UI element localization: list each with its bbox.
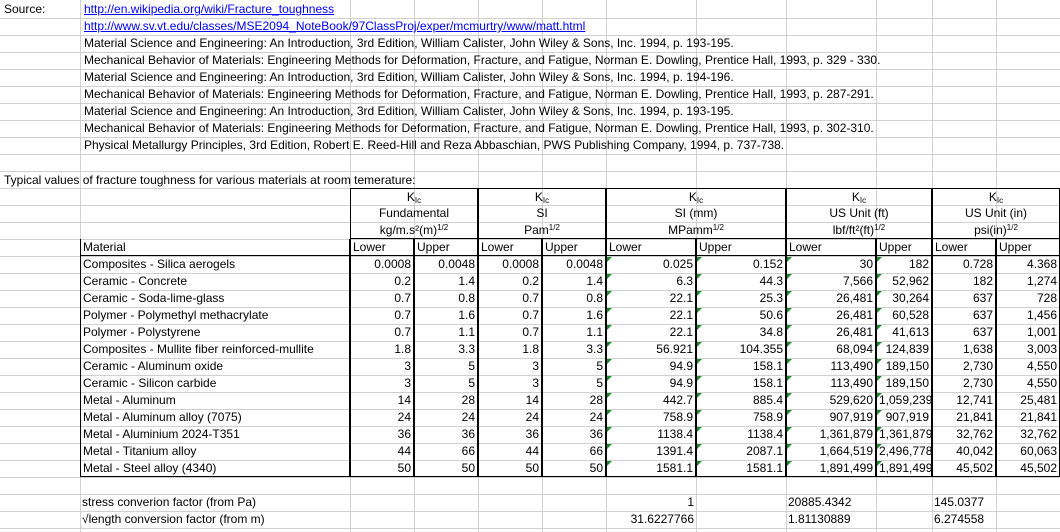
value-cell[interactable]: 1.8 bbox=[478, 341, 542, 358]
value-cell[interactable]: 637 bbox=[932, 307, 996, 324]
formula-indicator-icon bbox=[787, 257, 792, 262]
value-cell[interactable]: 60,063 bbox=[996, 443, 1060, 460]
value-cell[interactable]: 26,481 bbox=[786, 324, 876, 341]
value-cell[interactable]: 1581.1 bbox=[606, 460, 696, 477]
formula-indicator-icon bbox=[697, 410, 702, 415]
value-cell[interactable]: 442.7 bbox=[606, 392, 696, 409]
value-cell[interactable]: 885.4 bbox=[696, 392, 786, 409]
value-cell[interactable]: 2,496,778 bbox=[876, 443, 932, 460]
formula-indicator-icon bbox=[697, 308, 702, 313]
source-label[interactable]: Source: bbox=[4, 2, 46, 16]
value-cell[interactable]: 0.7 bbox=[350, 324, 414, 341]
value-cell[interactable]: 907,919 bbox=[876, 409, 932, 426]
value-cell[interactable]: 189,150 bbox=[876, 358, 932, 375]
value-cell[interactable]: 104.355 bbox=[696, 341, 786, 358]
value-cell[interactable]: 94.9 bbox=[606, 358, 696, 375]
source-reference[interactable]: Material Science and Engineering: An Introduction, 3rd Edition, William Calister, John Wiley & Sons, Inc. 1994, p. 193-195. bbox=[84, 36, 734, 50]
formula-indicator-icon bbox=[877, 393, 882, 398]
value-cell[interactable]: 0.152 bbox=[696, 256, 786, 273]
value-cell[interactable]: 14 bbox=[350, 392, 414, 409]
conversion-us-ft[interactable]: 1.81130889 bbox=[788, 512, 851, 526]
unit-text: lbf/ft²(ft) bbox=[832, 223, 875, 237]
formula-indicator-icon bbox=[697, 325, 702, 330]
value-cell[interactable]: 0.728 bbox=[932, 256, 996, 273]
formula-indicator-icon bbox=[697, 274, 702, 279]
value-cell[interactable]: 1,664,519 bbox=[786, 443, 876, 460]
value-cell[interactable]: 22.1 bbox=[606, 324, 696, 341]
kic-header[interactable] bbox=[350, 188, 478, 205]
value-cell[interactable]: 24 bbox=[478, 409, 542, 426]
unit-text: Pam bbox=[524, 223, 549, 237]
formula-indicator-icon bbox=[697, 444, 702, 449]
value-cell[interactable]: 24 bbox=[350, 409, 414, 426]
material-cell[interactable]: Metal - Aluminum alloy (7075) bbox=[80, 409, 350, 426]
value-cell[interactable]: 0.7 bbox=[478, 290, 542, 307]
formula-indicator-icon bbox=[787, 342, 792, 347]
formula-indicator-icon bbox=[877, 427, 882, 432]
source-reference[interactable]: Physical Metallurgy Principles, 3rd Edition, Robert E. Reed-Hill and Reza Abbaschian, PWS Publishing Company, 1994, p. 737-738. bbox=[84, 138, 785, 152]
formula-indicator-icon bbox=[697, 427, 702, 432]
value-cell[interactable]: 25,481 bbox=[996, 392, 1060, 409]
kic-symbol: K bbox=[534, 190, 543, 204]
formula-indicator-icon bbox=[697, 393, 702, 398]
formula-indicator-icon bbox=[787, 461, 792, 466]
value-cell[interactable]: 3 bbox=[350, 358, 414, 375]
value-cell[interactable]: 1,274 bbox=[996, 273, 1060, 290]
value-cell[interactable]: 1.8 bbox=[350, 341, 414, 358]
value-cell[interactable]: 1.1 bbox=[414, 324, 478, 341]
value-cell[interactable]: 3 bbox=[478, 358, 542, 375]
formula-indicator-icon bbox=[607, 444, 612, 449]
grid-row-line bbox=[0, 477, 1060, 478]
upper-column-header[interactable]: Upper bbox=[996, 239, 1060, 256]
value-cell[interactable]: 32,762 bbox=[932, 426, 996, 443]
formula-indicator-icon bbox=[877, 461, 882, 466]
conversion-label[interactable]: √length conversion factor (from m) bbox=[82, 512, 265, 526]
value-cell[interactable]: 24 bbox=[414, 409, 478, 426]
material-cell[interactable]: Metal - Aluminium 2024-T351 bbox=[80, 426, 350, 443]
value-cell[interactable]: 1,001 bbox=[996, 324, 1060, 341]
value-cell[interactable]: 56.921 bbox=[606, 341, 696, 358]
value-cell[interactable]: 1138.4 bbox=[696, 426, 786, 443]
unit-system-header[interactable]: US Unit (ft) bbox=[786, 205, 932, 222]
value-cell[interactable]: 5 bbox=[542, 375, 606, 392]
kic-header[interactable] bbox=[606, 188, 786, 205]
value-cell[interactable]: 0.8 bbox=[414, 290, 478, 307]
value-cell[interactable]: 1,361,879 bbox=[786, 426, 876, 443]
source-reference[interactable]: Mechanical Behavior of Materials: Engineering Methods for Deformation, Fracture, and Fatigue, Norman E. Dowling, Prentice Hall, 1993, p. 329 - 330. bbox=[84, 53, 881, 67]
material-cell[interactable]: Metal - Titanium alloy bbox=[80, 443, 350, 460]
value-cell[interactable]: 2087.1 bbox=[696, 443, 786, 460]
formula-indicator-icon bbox=[877, 444, 882, 449]
formula-indicator-icon bbox=[697, 359, 702, 364]
upper-column-header[interactable]: Upper bbox=[414, 239, 478, 256]
kic-subscript: Ic bbox=[542, 196, 550, 205]
formula-indicator-icon bbox=[607, 325, 612, 330]
formula-indicator-icon bbox=[607, 257, 612, 262]
formula-indicator-icon bbox=[607, 461, 612, 466]
value-cell[interactable]: 40,042 bbox=[932, 443, 996, 460]
unit-superscript: 1/2 bbox=[874, 223, 886, 232]
unit-system-header[interactable]: US Unit (in) bbox=[932, 205, 1060, 222]
value-cell[interactable]: 0.7 bbox=[350, 307, 414, 324]
value-cell[interactable]: 36 bbox=[478, 426, 542, 443]
value-cell[interactable]: 50 bbox=[478, 460, 542, 477]
unit-header[interactable] bbox=[350, 222, 478, 239]
value-cell[interactable]: 50 bbox=[414, 460, 478, 477]
value-cell[interactable]: 30,264 bbox=[876, 290, 932, 307]
material-cell[interactable]: Ceramic - Soda-lime-glass bbox=[80, 290, 350, 307]
material-cell[interactable]: Ceramic - Concrete bbox=[80, 273, 350, 290]
conversion-us-ft[interactable]: 20885.4342 bbox=[788, 495, 852, 509]
value-cell[interactable]: 4,550 bbox=[996, 375, 1060, 392]
formula-indicator-icon bbox=[697, 376, 702, 381]
value-cell[interactable]: 45,502 bbox=[932, 460, 996, 477]
value-cell[interactable]: 44.3 bbox=[696, 273, 786, 290]
value-cell[interactable]: 1,891,499 bbox=[786, 460, 876, 477]
value-cell[interactable]: 907,919 bbox=[786, 409, 876, 426]
kic-symbol: K bbox=[406, 190, 415, 204]
value-cell[interactable]: 0.7 bbox=[350, 290, 414, 307]
formula-indicator-icon bbox=[877, 376, 882, 381]
unit-text: MPamm bbox=[668, 223, 713, 237]
formula-indicator-icon bbox=[787, 444, 792, 449]
formula-indicator-icon bbox=[607, 410, 612, 415]
unit-header[interactable] bbox=[786, 222, 932, 239]
kic-header[interactable] bbox=[786, 188, 932, 205]
value-cell[interactable]: 28 bbox=[542, 392, 606, 409]
unit-superscript: 1/2 bbox=[1006, 223, 1018, 232]
value-cell[interactable]: 113,490 bbox=[786, 375, 876, 392]
value-cell[interactable]: 60,528 bbox=[876, 307, 932, 324]
value-cell[interactable]: 1,361,879 bbox=[876, 426, 932, 443]
value-cell[interactable]: 158.1 bbox=[696, 358, 786, 375]
lower-column-header[interactable]: Lower bbox=[786, 239, 876, 256]
value-cell[interactable]: 50 bbox=[542, 460, 606, 477]
value-cell[interactable]: 1.6 bbox=[542, 307, 606, 324]
value-cell[interactable]: 30 bbox=[786, 256, 876, 273]
kic-header[interactable] bbox=[932, 188, 1060, 205]
material-cell[interactable]: Ceramic - Silicon carbide bbox=[80, 375, 350, 392]
lower-column-header[interactable]: Lower bbox=[606, 239, 696, 256]
formula-indicator-icon bbox=[787, 427, 792, 432]
conversion-si-mm[interactable]: 31.6227766 bbox=[630, 512, 694, 526]
value-cell[interactable]: 66 bbox=[542, 443, 606, 460]
value-cell[interactable]: 758.9 bbox=[696, 409, 786, 426]
value-cell[interactable]: 50 bbox=[350, 460, 414, 477]
value-cell[interactable]: 1,456 bbox=[996, 307, 1060, 324]
formula-indicator-icon bbox=[877, 257, 882, 262]
formula-indicator-icon bbox=[787, 376, 792, 381]
grid-row-line bbox=[0, 154, 1060, 155]
value-cell[interactable]: 0.0048 bbox=[542, 256, 606, 273]
value-cell[interactable]: 1,891,499 bbox=[876, 460, 932, 477]
value-cell[interactable]: 182 bbox=[932, 273, 996, 290]
conversion-label[interactable]: stress converion factor (from Pa) bbox=[82, 495, 257, 509]
value-cell[interactable]: 124,839 bbox=[876, 341, 932, 358]
value-cell[interactable]: 1391.4 bbox=[606, 443, 696, 460]
value-cell[interactable]: 1138.4 bbox=[606, 426, 696, 443]
unit-text: psi(in) bbox=[974, 223, 1007, 237]
formula-indicator-icon bbox=[877, 342, 882, 347]
value-cell[interactable]: 21,841 bbox=[996, 409, 1060, 426]
value-cell[interactable]: 28 bbox=[414, 392, 478, 409]
value-cell[interactable]: 36 bbox=[350, 426, 414, 443]
value-cell[interactable]: 24 bbox=[542, 409, 606, 426]
value-cell[interactable]: 44 bbox=[478, 443, 542, 460]
formula-indicator-icon bbox=[607, 376, 612, 381]
source-reference[interactable]: Mechanical Behavior of Materials: Engineering Methods for Deformation, Fracture, and Fatigue, Norman E. Dowling, Prentice Hall, 1993, p. 302-310. bbox=[84, 121, 874, 135]
unit-header[interactable] bbox=[606, 222, 786, 239]
value-cell[interactable]: 1.6 bbox=[414, 307, 478, 324]
formula-indicator-icon bbox=[877, 291, 882, 296]
value-cell[interactable]: 637 bbox=[932, 324, 996, 341]
formula-indicator-icon bbox=[787, 393, 792, 398]
formula-indicator-icon bbox=[697, 257, 702, 262]
value-cell[interactable]: 3.3 bbox=[414, 341, 478, 358]
formula-indicator-icon bbox=[607, 291, 612, 296]
value-cell[interactable]: 4,550 bbox=[996, 358, 1060, 375]
kic-symbol: K bbox=[688, 190, 697, 204]
value-cell[interactable]: 7,566 bbox=[786, 273, 876, 290]
kic-subscript: Ic bbox=[414, 196, 422, 205]
formula-indicator-icon bbox=[607, 274, 612, 279]
kic-subscript: Ic bbox=[859, 196, 867, 205]
formula-indicator-icon bbox=[607, 308, 612, 313]
formula-indicator-icon bbox=[787, 308, 792, 313]
formula-indicator-icon bbox=[787, 291, 792, 296]
value-cell[interactable]: 1.4 bbox=[542, 273, 606, 290]
formula-indicator-icon bbox=[787, 274, 792, 279]
kic-subscript: Ic bbox=[696, 196, 704, 205]
kic-symbol: K bbox=[988, 190, 997, 204]
value-cell[interactable]: 26,481 bbox=[786, 307, 876, 324]
value-cell[interactable]: 5 bbox=[542, 358, 606, 375]
value-cell[interactable]: 50.6 bbox=[696, 307, 786, 324]
formula-indicator-icon bbox=[607, 393, 612, 398]
formula-indicator-icon bbox=[877, 359, 882, 364]
value-cell[interactable]: 5 bbox=[414, 375, 478, 392]
material-cell[interactable]: Ceramic - Aluminum oxide bbox=[80, 358, 350, 375]
value-cell[interactable]: 0.2 bbox=[478, 273, 542, 290]
material-cell[interactable]: Polymer - Polystyrene bbox=[80, 324, 350, 341]
value-cell[interactable]: 0.0008 bbox=[350, 256, 414, 273]
value-cell[interactable]: 5 bbox=[414, 358, 478, 375]
formula-indicator-icon bbox=[787, 410, 792, 415]
value-cell[interactable]: 637 bbox=[932, 290, 996, 307]
kic-symbol: K bbox=[851, 190, 860, 204]
value-cell[interactable]: 68,094 bbox=[786, 341, 876, 358]
lower-column-header[interactable]: Lower bbox=[932, 239, 996, 256]
value-cell[interactable]: 6.3 bbox=[606, 273, 696, 290]
source-reference[interactable]: Material Science and Engineering: An Introduction, 3rd Edition, William Calister, John Wiley & Sons, Inc. 1994, p. 193-195. bbox=[84, 104, 734, 118]
value-cell[interactable]: 4.368 bbox=[996, 256, 1060, 273]
value-cell[interactable]: 34.8 bbox=[696, 324, 786, 341]
material-cell[interactable]: Metal - Steel alloy (4340) bbox=[80, 460, 350, 477]
value-cell[interactable]: 529,620 bbox=[786, 392, 876, 409]
conversion-us-in[interactable]: 6.274558 bbox=[934, 512, 985, 526]
upper-column-header[interactable]: Upper bbox=[542, 239, 606, 256]
unit-system-header[interactable]: Fundamental bbox=[350, 205, 478, 222]
value-cell[interactable]: 36 bbox=[542, 426, 606, 443]
formula-indicator-icon bbox=[877, 308, 882, 313]
material-cell[interactable]: Metal - Aluminum bbox=[80, 392, 350, 409]
material-cell[interactable]: Composites - Mullite fiber reinforced-mullite bbox=[80, 341, 350, 358]
value-cell[interactable]: 26,481 bbox=[786, 290, 876, 307]
source-reference[interactable]: Mechanical Behavior of Materials: Engineering Methods for Deformation, Fracture, and Fatigue, Norman E. Dowling, Prentice Hall, 1993, p. 287-291. bbox=[84, 87, 874, 101]
value-cell[interactable]: 25.3 bbox=[696, 290, 786, 307]
value-cell[interactable]: 1581.1 bbox=[696, 460, 786, 477]
value-cell[interactable]: 22.1 bbox=[606, 307, 696, 324]
value-cell[interactable]: 0.025 bbox=[606, 256, 696, 273]
value-cell[interactable]: 1,059,239 bbox=[876, 392, 932, 409]
grid-row-line bbox=[0, 528, 1060, 529]
value-cell[interactable]: 21,841 bbox=[932, 409, 996, 426]
unit-system-header[interactable]: SI (mm) bbox=[606, 205, 786, 222]
value-cell[interactable]: 0.2 bbox=[350, 273, 414, 290]
upper-column-header[interactable]: Upper bbox=[696, 239, 786, 256]
formula-indicator-icon bbox=[877, 274, 882, 279]
value-cell[interactable]: 0.7 bbox=[478, 307, 542, 324]
value-cell[interactable]: 728 bbox=[996, 290, 1060, 307]
value-cell[interactable]: 3.3 bbox=[542, 341, 606, 358]
lower-column-header[interactable]: Lower bbox=[350, 239, 414, 256]
value-cell[interactable]: 3 bbox=[350, 375, 414, 392]
upper-column-header[interactable]: Upper bbox=[876, 239, 932, 256]
conversion-si-mm[interactable]: 1 bbox=[687, 495, 694, 509]
value-cell[interactable]: 2,730 bbox=[932, 358, 996, 375]
formula-indicator-icon bbox=[787, 359, 792, 364]
formula-indicator-icon bbox=[697, 342, 702, 347]
lower-column-header[interactable]: Lower bbox=[478, 239, 542, 256]
material-cell[interactable]: Polymer - Polymethyl methacrylate bbox=[80, 307, 350, 324]
unit-text: kg/m.s²(m) bbox=[379, 223, 438, 237]
unit-superscript: 1/2 bbox=[437, 223, 449, 232]
value-cell[interactable]: 32,762 bbox=[996, 426, 1060, 443]
kic-header[interactable] bbox=[478, 188, 606, 205]
unit-superscript: 1/2 bbox=[548, 223, 560, 232]
conversion-us-in[interactable]: 145.0377 bbox=[934, 495, 985, 509]
value-cell[interactable]: 22.1 bbox=[606, 290, 696, 307]
value-cell[interactable]: 189,150 bbox=[876, 375, 932, 392]
value-cell[interactable]: 41,613 bbox=[876, 324, 932, 341]
value-cell[interactable]: 3 bbox=[478, 375, 542, 392]
formula-indicator-icon bbox=[877, 410, 882, 415]
formula-indicator-icon bbox=[787, 325, 792, 330]
value-cell[interactable]: 3,003 bbox=[996, 341, 1060, 358]
formula-indicator-icon bbox=[607, 427, 612, 432]
value-cell[interactable]: 94.9 bbox=[606, 375, 696, 392]
value-cell[interactable]: 1,638 bbox=[932, 341, 996, 358]
material-cell[interactable]: Composites - Silica aerogels bbox=[80, 256, 350, 273]
value-cell[interactable]: 0.7 bbox=[478, 324, 542, 341]
value-cell[interactable]: 44 bbox=[350, 443, 414, 460]
formula-indicator-icon bbox=[877, 325, 882, 330]
formula-indicator-icon bbox=[607, 359, 612, 364]
source-link[interactable]: http://en.wikipedia.org/wiki/Fracture_toughness bbox=[84, 2, 335, 16]
kic-subscript: Ic bbox=[996, 196, 1004, 205]
value-cell[interactable]: 0.0048 bbox=[414, 256, 478, 273]
unit-header[interactable] bbox=[932, 222, 1060, 239]
material-column-header[interactable]: Material bbox=[80, 239, 350, 256]
value-cell[interactable]: 0.8 bbox=[542, 290, 606, 307]
unit-superscript: 1/2 bbox=[712, 223, 724, 232]
value-cell[interactable]: 66 bbox=[414, 443, 478, 460]
value-cell[interactable]: 2,730 bbox=[932, 375, 996, 392]
value-cell[interactable]: 14 bbox=[478, 392, 542, 409]
unit-header[interactable] bbox=[478, 222, 606, 239]
table-caption[interactable]: Typical values of fracture toughness for various materials at room temerature: bbox=[4, 173, 416, 187]
value-cell[interactable]: 52,962 bbox=[876, 273, 932, 290]
source-link[interactable]: http://www.sv.vt.edu/classes/MSE2094_NoteBook/97ClassProj/exper/mcmurtry/www/matt.html bbox=[84, 19, 586, 33]
value-cell[interactable]: 758.9 bbox=[606, 409, 696, 426]
source-reference[interactable]: Material Science and Engineering: An Introduction, 3rd Edition, William Calister, John Wiley & Sons, Inc. 1994, p. 194-196. bbox=[84, 70, 734, 84]
value-cell[interactable]: 45,502 bbox=[996, 460, 1060, 477]
value-cell[interactable]: 182 bbox=[876, 256, 932, 273]
value-cell[interactable]: 113,490 bbox=[786, 358, 876, 375]
formula-indicator-icon bbox=[697, 291, 702, 296]
formula-indicator-icon bbox=[697, 461, 702, 466]
value-cell[interactable]: 12,741 bbox=[932, 392, 996, 409]
unit-system-header[interactable]: SI bbox=[478, 205, 606, 222]
value-cell[interactable]: 1.4 bbox=[414, 273, 478, 290]
value-cell[interactable]: 1.1 bbox=[542, 324, 606, 341]
value-cell[interactable]: 158.1 bbox=[696, 375, 786, 392]
value-cell[interactable]: 0.0008 bbox=[478, 256, 542, 273]
formula-indicator-icon bbox=[607, 342, 612, 347]
value-cell[interactable]: 36 bbox=[414, 426, 478, 443]
